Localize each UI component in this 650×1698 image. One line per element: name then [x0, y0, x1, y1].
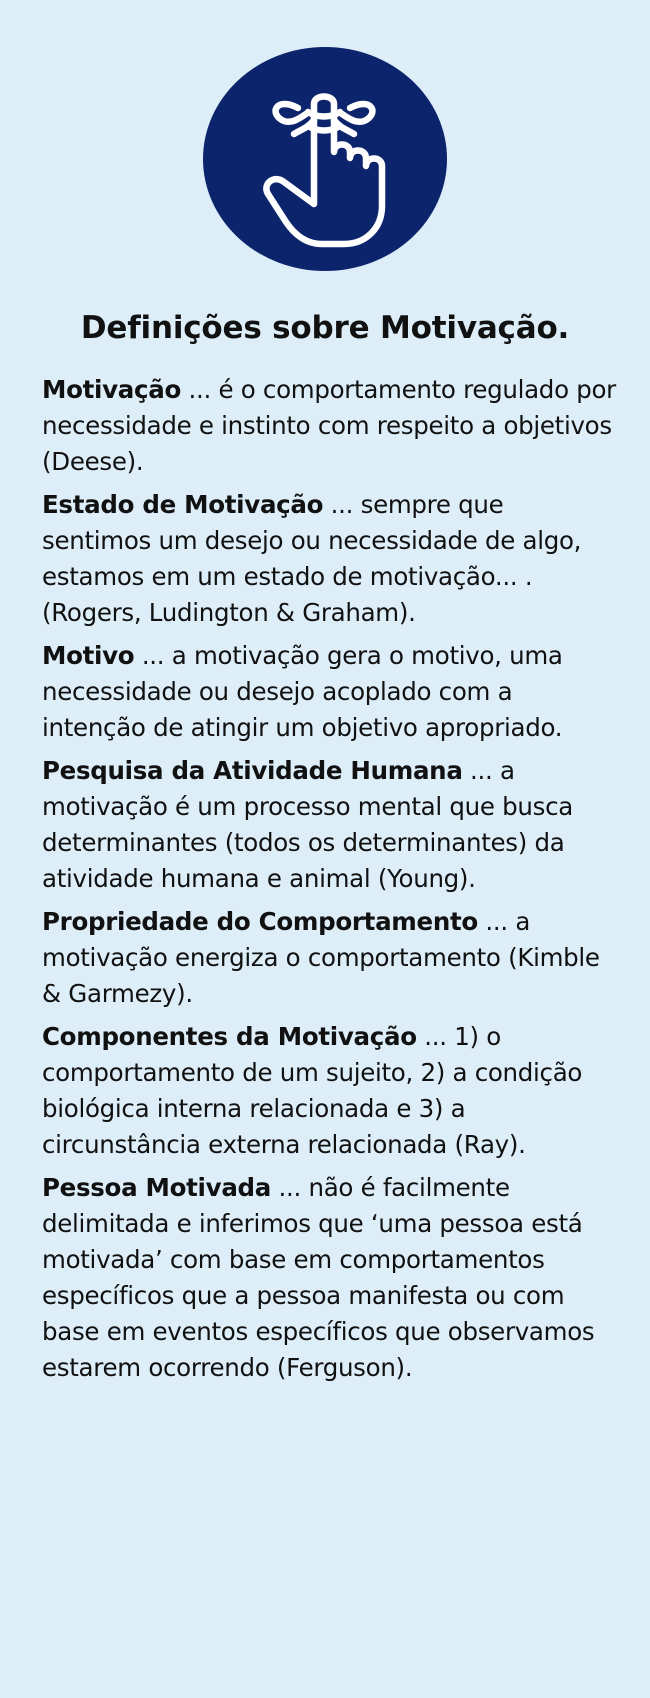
definitions-list — [42, 372, 617, 1393]
definition-item — [42, 904, 617, 1012]
definition-term: Pessoa Motivada — [42, 1173, 272, 1202]
definition-item — [42, 372, 617, 480]
definition-term: Pesquisa da Atividade Humana — [42, 756, 463, 785]
definition-term: Motivação — [42, 375, 182, 404]
definition-text: ... a motivação gera o motivo, uma necessidade ou desejo acoplado com a intenção de atingir um objetivo apropriado. — [42, 641, 563, 742]
definition-item — [42, 753, 617, 897]
definition-item — [42, 1019, 617, 1163]
definition-text: ... sempre que sentimos um desejo ou necessidade de algo, estamos em um estado de motivação... . (Rogers, Ludington & Graham). — [42, 490, 582, 627]
definition-text: ... não é facilmente delimitada e inferimos que ‘uma pessoa está motivada’ com base em comportamentos específicos que a pessoa manifesta ou com base em eventos específicos que observamos estarem ocorrendo (Ferguson). — [42, 1173, 595, 1382]
definition-text: ... a motivação energiza o comportamento (Kimble & Garmezy). — [42, 907, 600, 1008]
definition-term: Componentes da Motivação — [42, 1022, 417, 1051]
definition-text: ... é o comportamento regulado por necessidade e instinto com respeito a objetivos (Deese). — [42, 375, 616, 476]
finger-reminder-icon — [202, 46, 448, 272]
definition-item — [42, 487, 617, 631]
definition-text: ... a motivação é um processo mental que busca determinantes (todos os determinantes) da atividade humana e animal (Young). — [42, 756, 573, 893]
definition-term: Estado de Motivação — [42, 490, 324, 519]
icon-circle — [203, 47, 447, 271]
page-title: Definições sobre Motivação. — [80, 310, 570, 346]
definition-item — [42, 638, 617, 746]
definition-term: Propriedade do Comportamento — [42, 907, 478, 936]
definition-term: Motivo — [42, 641, 135, 670]
definition-item — [42, 1170, 617, 1386]
definition-text: ... 1) o comportamento de um sujeito, 2) a condição biológica interna relacionada e 3) a circunstância externa relacionada (Ray). — [42, 1022, 583, 1159]
